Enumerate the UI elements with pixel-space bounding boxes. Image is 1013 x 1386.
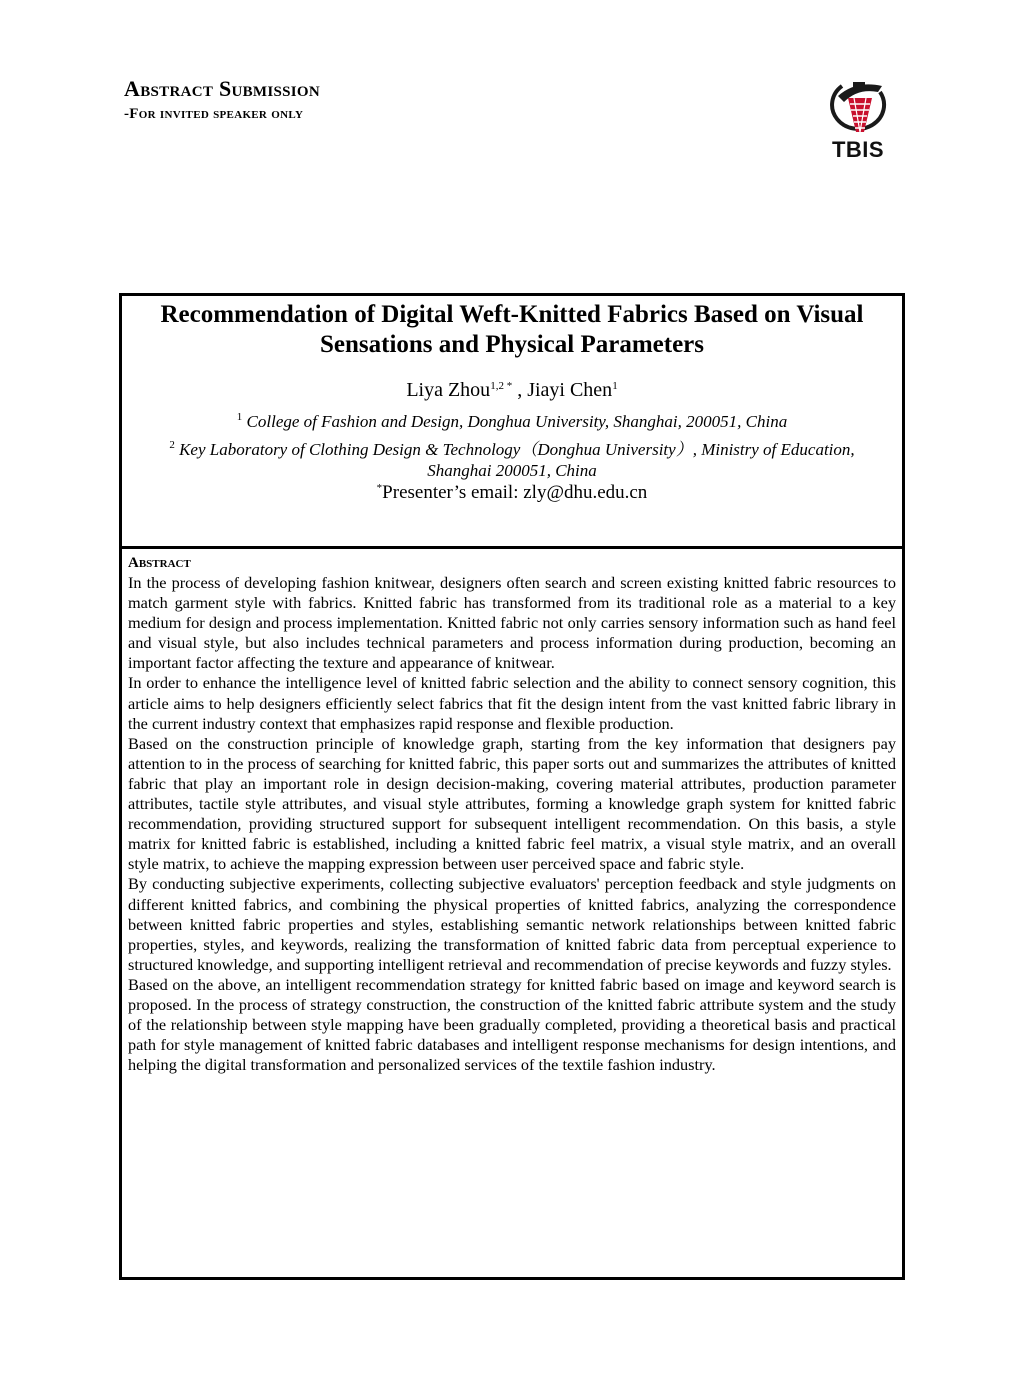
author-list bbox=[122, 378, 902, 402]
affiliation-text: Key Laboratory of Clothing Design & Technology（Donghua University）, Ministry of Education, Shanghai 200051, China bbox=[179, 440, 855, 480]
author-separator: , bbox=[512, 379, 528, 401]
abstract-section bbox=[128, 554, 896, 1075]
affiliation-2 bbox=[142, 439, 882, 481]
title-section bbox=[122, 296, 902, 549]
author-name: Jiayi Chen bbox=[527, 379, 613, 401]
presenter-email-line bbox=[122, 481, 902, 505]
author-name: Liya Zhou bbox=[406, 379, 491, 401]
submission-header-title: Abstract Submission bbox=[124, 76, 321, 101]
affiliation-mark: 1 bbox=[236, 411, 243, 423]
tbis-logo-icon bbox=[820, 76, 896, 138]
paper-title: Recommendation of Digital Weft-Knitted Fabrics Based on Visual Sensations and Physical Parameters bbox=[160, 301, 864, 358]
author-affiliation-mark: 1 bbox=[612, 380, 618, 392]
abstract-paragraph: In the process of developing fashion knitwear, designers often search and screen existing knitted fabric resources to match garment style with fabrics. Knitted fabric has transformed from its traditional role as a material to a key medium for design and process implementation. Knitted fabric not only carries sensory information such as hand feel and visual style, but also includes technical parameters and process information during production, becoming an important factor affecting the texture and appearance of knitwear. bbox=[128, 573, 896, 673]
presenter-email-label: Presenter’s email: bbox=[382, 482, 519, 503]
abstract-frame bbox=[119, 293, 905, 1280]
abstract-paragraph: In order to enhance the intelligence level of knitted fabric selection and the ability to connect sensory cognition, this article aims to help designers efficiently select fabrics that fit the design intent from the vast knitted fabric library in the current industry context that emphasizes rapid response and flexible production. bbox=[128, 673, 896, 733]
logo-text: TBIS bbox=[831, 137, 885, 162]
author-affiliation-mark: 1,2 * bbox=[490, 380, 513, 392]
presenter-mark: * bbox=[376, 482, 383, 494]
abstract-paragraph: Based on the construction principle of knowledge graph, starting from the key information that designers pay attention to in the process of searching for knitted fabric, this paper sorts out and summarizes the attributes of knitted fabric that play an important role in design decision-making, covering material attributes, production parameter attributes, tactile style attributes, and visual style attributes, forming a knowledge graph system for knitted fabric recommendation, providing structured support for subsequent intelligent recommendation. On this basis, a style matrix for knitted fabric is established, including a knitted fabric feel matrix, a visual style matrix, and an overall style matrix, to achieve the mapping expression between user perceived space and fabric style. bbox=[128, 733, 896, 874]
submission-header-subtitle: -For invited speaker only bbox=[124, 106, 304, 122]
affiliation-mark: 2 bbox=[169, 439, 175, 451]
presenter-email: zly@dhu.edu.cn bbox=[523, 482, 648, 503]
abstract-heading: Abstract bbox=[128, 555, 191, 571]
affiliation-1 bbox=[142, 411, 882, 432]
abstract-paragraph: By conducting subjective experiments, collecting subjective evaluators' perception feedback and style judgments on different knitted fabrics, and combining the physical properties of knitted fabrics, analyzing the correspondence between knitted fabric properties and styles, establishing semantic network relationships between knitted fabric properties, styles, and keywords, realizing the transformation of knitted fabric data from perceptual experience to structured knowledge, and supporting intelligent retrieval and recommendation of precise keywords and fuzzy styles. bbox=[128, 874, 896, 974]
tbis-logo bbox=[820, 76, 896, 166]
abstract-paragraph: Based on the above, an intelligent recommendation strategy for knitted fabric based on image and keyword search is proposed. In the process of strategy construction, the construction of the knitted fabric attribute system and the study of the relationship between style mapping have been gradually completed, providing a theoretical basis and practical path for style management of knitted fabric databases and intelligent response mechanisms for design intentions, and helping the digital transformation and personalized services of the textile fashion industry. bbox=[128, 974, 896, 1075]
affiliation-text: College of Fashion and Design, Donghua University, Shanghai, 200051, China bbox=[246, 412, 788, 431]
